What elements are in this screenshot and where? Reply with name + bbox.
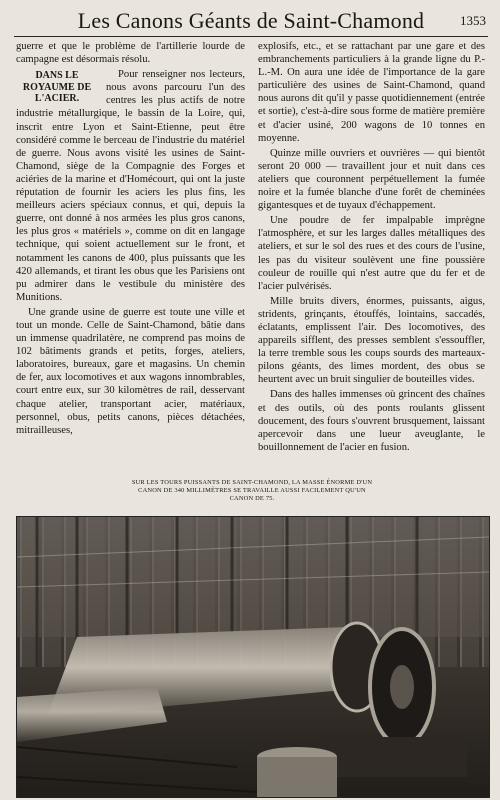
right-paragraph-5: Dans des halles immenses où grincent des chaînes et des outils, où des ponts roulants glissent doucement, des fours s'ouvrent brusquement, laissant apercevoir dans une lueur aveuglante, le bouillonnement de l'acier en fusion. [258,389,485,453]
section-sidehead: DANS LE ROYAUME DE L'ACIER. [22,70,92,105]
workshop-photograph [16,516,490,798]
left-paragraph-3: Une grande usine de guerre est toute une ville et tout un monde. Celle de Saint-Chamond, bâtie dans un immense quadrilatère, ne comprend pas moins de 102 bâtiments grands et petits, forges, ateliers, laboratoires, bureaux, gare et magasins. Un chemin de fer, aux locomotives et aux wagons innombrables, court entre eux, sur 30 kilomètres de rail, desservant chaque atelier, transportant acier, matériaux, personnel, obus, petits canons, pièces détachées, mitrailleuses, [16,306,245,436]
page-header [14,6,488,37]
photo-caption: SUR LES TOURS PUISSANTS DE SAINT-CHAMOND, LA MASSE ÉNORME D'UN CANON DE 340 MILLIMÈTRES SE TRAVAILLE AUSSI FACILEMENT QU'UN CANON DE 75. [131,479,373,502]
left-paragraph-2: Pour renseigner nos lecteurs, nous avons parcouru l'un des centres les plus actifs de notre industrie métallurgique, le bassin de la Loire, qui, inscrit entre Lyon et Saint-Etienne, peut être considéré comme le berceau de l'industrie du matériel de guerre. Nous avons visité les usines de Saint-Chamond, siège de la Compagnie des Forges et aciéries de la marine et d'Homécourt, qui ont la juste réputation de fournir les aciers les plus fins, les meilleurs aciers spéciaux connus, et qui, depuis la guerre, ont donné à nos armées les plus gros canons, les plus gros « matériels », comme on dit en langage technique, qui soient actuellement sur le front, et notamment les canons de 400, plus puissants que les 420 allemands, et tirant les obus que les Parisiens ont pu admirer dans le vestibule du ministère des Munitions. [16,69,245,303]
right-paragraph-2: Quinze mille ouvriers et ouvrières — qui bientôt seront 20 000 — travaillent jour et nuit dans ces ateliers que couronnent perpétuellement la fumée noire et la fumée blanche d'une forêt de cheminées gigantesques et de tuyaux d'échappement. [258,147,485,212]
right-column [258,40,485,456]
right-paragraph-4: Mille bruits divers, énormes, puissants, aigus, stridents, grinçants, étouffés, lointains, saccadés, éclatants, emplissent l'air. Des locomotives, des appareils sifflent, des presses semblent s'essouffler, la terre tremble sous les coups sourds des marteaux-pilons géants, des limes mordent, des obus se heurtent avec un bruit singulier de bouteilles vides. [258,295,485,386]
running-title: Les Canons Géants de Saint-Chamond [77,8,425,33]
right-paragraph-1: explosifs, etc., et se rattachant par une gare et des embranchements particuliers à la grande ligne du P.-L.-M. On aura une idée de l'importance de la gare particulière des usines de Saint-Chamond, quand nous aurons dit qu'il y passe quotidiennement (entrée et sortie), c'est-à-dire sous forme de matière première et d'acier usiné, 200 wagons de 10 tonnes en moyenne. [258,41,485,144]
page-number: 1353 [460,13,486,28]
left-paragraph-1: guerre et que le problème de l'artillerie lourde de campagne est désormais résolu. [16,41,245,66]
right-paragraph-3: Une poudre de fer impalpable imprègne l'atmosphère, et sur les larges dalles métalliques des ateliers, et sur le sol des rues et des cours de l'usine, les pas du visiteur soulèvent une fine poussière couleur de rouille qui n'est autre que du fer et de l'acier pulvérisés. [258,215,485,292]
cannon-lathe-illustration [17,517,489,797]
left-column [16,40,245,439]
